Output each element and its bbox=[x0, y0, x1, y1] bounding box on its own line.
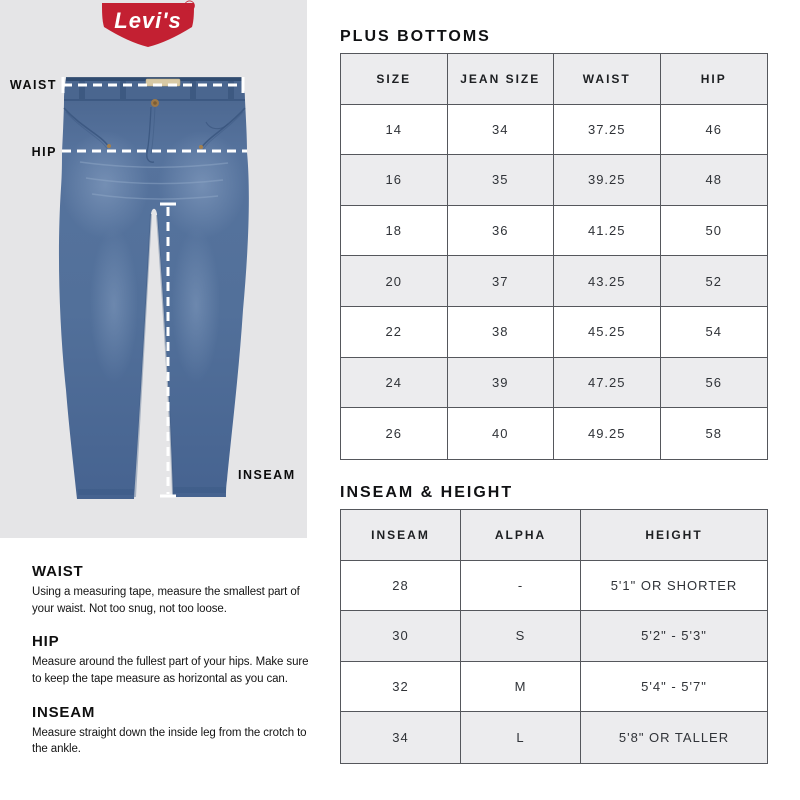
guide-waist-heading: WAIST bbox=[32, 563, 84, 580]
table-cell: 49.25 bbox=[554, 408, 661, 459]
column-header: JEAN SIZE bbox=[448, 54, 555, 105]
logo-wordmark: Levi's bbox=[114, 8, 182, 33]
table-cell: 36 bbox=[448, 206, 555, 257]
table-cell: 58 bbox=[705, 425, 722, 441]
table-cell: 20 bbox=[341, 256, 448, 307]
column-header: HIP bbox=[661, 54, 768, 105]
measuring-guide bbox=[32, 563, 316, 774]
inseam-diagram-label: INSEAM bbox=[238, 468, 296, 482]
column-header: ALPHA bbox=[461, 510, 581, 561]
table-cell: 5'4" - 5'7" bbox=[581, 662, 767, 713]
table-cell: - bbox=[461, 561, 581, 612]
table-cell: 54 bbox=[661, 307, 768, 358]
table-cell: 56 bbox=[661, 358, 768, 409]
table-cell: 50 bbox=[661, 206, 768, 257]
levis-logo bbox=[100, 3, 196, 48]
inseam-height-title: INSEAM & HEIGHT bbox=[340, 484, 514, 501]
table-cell: 41.25 bbox=[554, 206, 661, 257]
table-cell: S bbox=[461, 611, 581, 662]
table-cell: L bbox=[461, 712, 581, 763]
table-cell: 43.25 bbox=[554, 256, 661, 307]
table-cell: 30 bbox=[341, 611, 461, 662]
table-cell: 5'1" OR SHORTER bbox=[581, 561, 767, 612]
table-cell: 32 bbox=[341, 662, 461, 713]
rivet bbox=[199, 145, 203, 149]
table-cell: 16 bbox=[341, 155, 448, 206]
table-cell: 24 bbox=[341, 358, 448, 409]
registered-trademark-icon: ® bbox=[184, 0, 196, 15]
waist-diagram-label: WAIST bbox=[9, 78, 57, 92]
table-cell: 35 bbox=[448, 155, 555, 206]
table-cell: 37.25 bbox=[554, 105, 661, 156]
table-cell: 45.25 bbox=[554, 307, 661, 358]
jeans-photo-panel bbox=[0, 0, 307, 538]
plus-bottoms-title: PLUS BOTTOMS bbox=[340, 28, 491, 45]
column-header: WAIST bbox=[554, 54, 661, 105]
column-header: HEIGHT bbox=[581, 510, 767, 561]
guide-inseam-text: Measure straight down the inside leg from the crotch to the ankle. bbox=[32, 726, 307, 756]
table-cell: 18 bbox=[341, 206, 448, 257]
table-cell: 48 bbox=[661, 155, 768, 206]
inseam-height-table bbox=[340, 509, 768, 764]
column-header: SIZE bbox=[341, 54, 448, 105]
table-cell: 47.25 bbox=[554, 358, 661, 409]
table-cell: 34 bbox=[448, 105, 555, 156]
guide-hip-text: Measure around the fullest part of your hips. Make sure to keep the tape measure as horizontal as you can. bbox=[32, 656, 309, 686]
table-cell: 38 bbox=[448, 307, 555, 358]
rivet bbox=[107, 144, 111, 148]
table-cell: 37 bbox=[448, 256, 555, 307]
table-cell: 39 bbox=[448, 358, 555, 409]
table-cell: 26 bbox=[341, 408, 448, 459]
guide-waist-text: Using a measuring tape, measure the smallest part of your waist. Not too snug, not too loose. bbox=[32, 586, 300, 615]
plus-bottoms-table bbox=[340, 53, 768, 460]
guide-inseam-heading: INSEAM bbox=[32, 703, 96, 721]
table-cell: 14 bbox=[341, 105, 448, 156]
table-cell: 40 bbox=[448, 408, 555, 459]
table-cell: 34 bbox=[341, 712, 461, 763]
table-cell: 28 bbox=[341, 561, 461, 612]
table-cell: 52 bbox=[661, 256, 768, 307]
table-cell: 46 bbox=[661, 105, 768, 156]
table-cell: 22 bbox=[341, 307, 448, 358]
table-cell: 5'2" - 5'3" bbox=[581, 611, 767, 662]
table-cell: M bbox=[461, 662, 581, 713]
table-cell: 39.25 bbox=[554, 155, 661, 206]
guide-hip-heading: HIP bbox=[32, 633, 60, 651]
hip-diagram-label: HIP bbox=[31, 145, 57, 159]
table-cell: 5'8" OR TALLER bbox=[581, 712, 767, 763]
column-header: INSEAM bbox=[341, 510, 461, 561]
